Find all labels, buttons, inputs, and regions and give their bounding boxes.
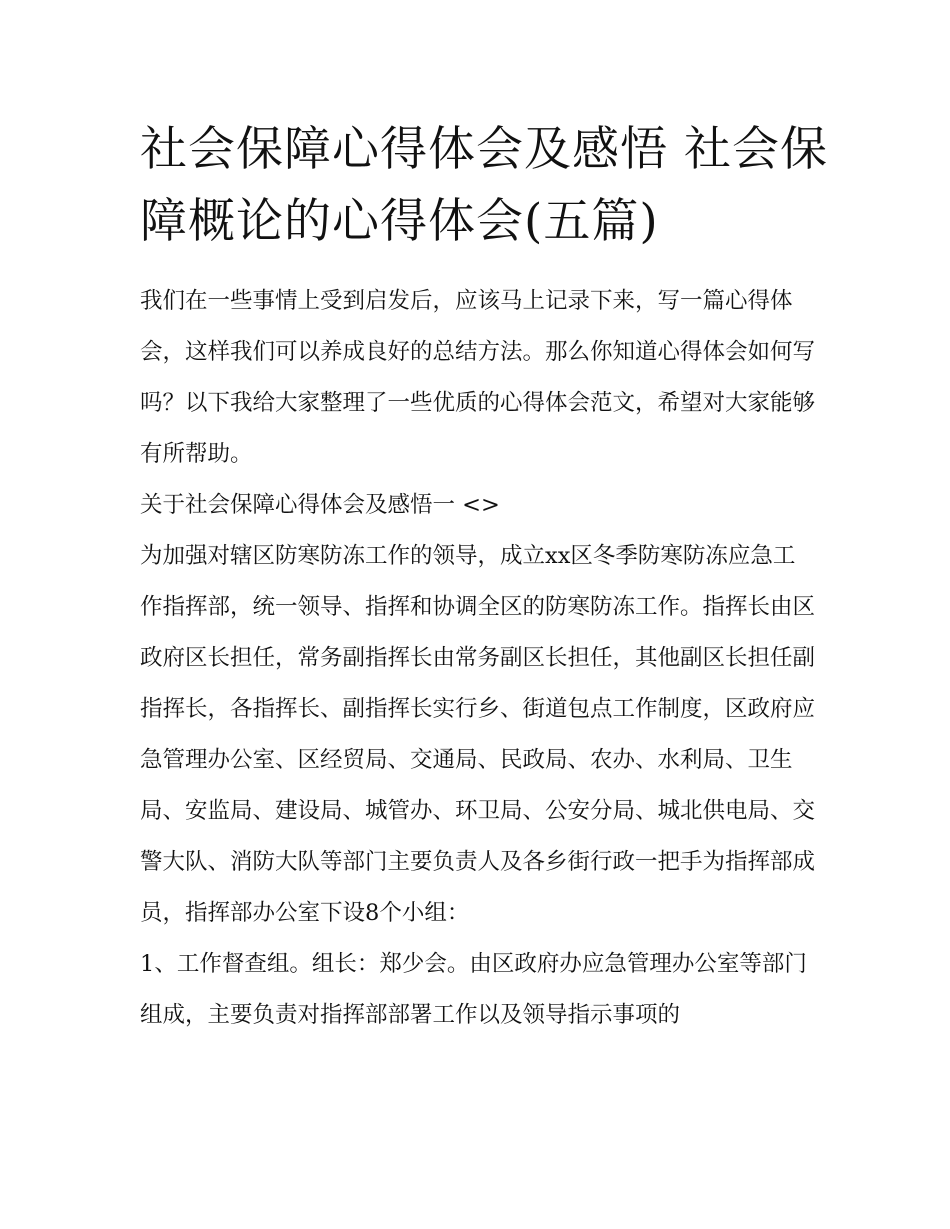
document-body <box>140 276 815 1041</box>
paragraph-item-1: 1、工作督查组。组长：郑少会。由区政府办应急管理办公室等部门组成，主要负责对指挥部部署工作以及领导指示事项的 <box>140 951 807 1028</box>
paragraph-section-heading: 关于社会保障心得体会及感悟一 <> <box>140 492 500 518</box>
paragraph-intro: 我们在一些事情上受到启发后，应该马上记录下来，写一篇心得体会，这样我们可以养成良好的总结方法。那么你知道心得体会如何写吗？以下我给大家整理了一些优质的心得体会范文，希望对大家能够有所帮助。 <box>140 288 816 467</box>
paragraph-main: 为加强对辖区防寒防冻工作的领导，成立xx区冬季防寒防冻应急工作指挥部，统一领导、指挥和协调全区的防寒防冻工作。指挥长由区政府区长担任，常务副指挥长由常务副区长担任，其他副区长担任副指挥长，各指挥长、副指挥长实行乡、街道包点工作制度，区政府应急管理办公室、区经贸局、交通局、民政局、农办、水利局、卫生局、安监局、建设局、城管办、环卫局、公安分局、城北供电局、交警大队、消防大队等部门主要负责人及各乡街行政一把手为指挥部成员，指挥部办公室下设8个小组： <box>140 543 816 926</box>
document-title: 社会保障心得体会及感悟 社会保障概论的心得体会(五篇) <box>140 122 828 249</box>
